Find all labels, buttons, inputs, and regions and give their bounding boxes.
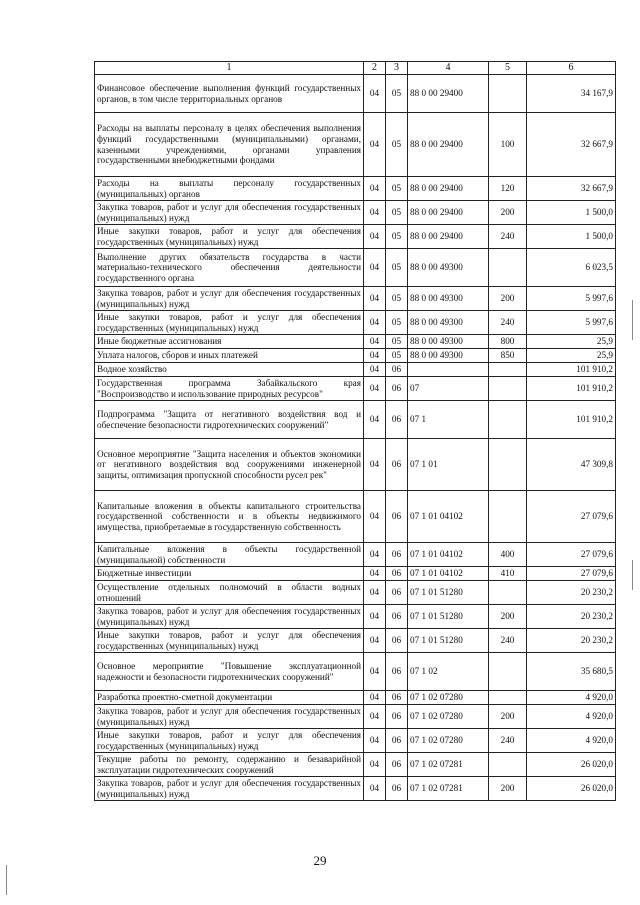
item-name-cell: Финансовое обеспечение выполнения функций государственных органов, в том числе территориальных органов [95, 75, 364, 113]
target-article-cell: 88 0 00 49300 [408, 349, 489, 363]
section-cell: 04 [364, 439, 386, 491]
table-row [95, 753, 616, 777]
table-row [95, 335, 616, 349]
table-row [95, 777, 616, 801]
target-article-cell: 88 0 00 49300 [408, 249, 489, 287]
section-cell: 04 [364, 705, 386, 729]
target-article-cell: 88 0 00 29400 [408, 201, 489, 225]
table-row [95, 249, 616, 287]
expense-type-cell [489, 691, 527, 705]
item-name-cell: Текущие работы по ремонту, содержанию и безаварийной эксплуатации гидротехнических сооружений [95, 753, 364, 777]
column-header: 1 [95, 62, 364, 75]
table-row [95, 287, 616, 311]
section-cell: 04 [364, 753, 386, 777]
subsection-cell: 06 [386, 777, 408, 801]
expense-type-cell: 240 [489, 629, 527, 653]
target-article-cell: 07 1 02 [408, 653, 489, 691]
column-header: 5 [489, 62, 527, 75]
subsection-cell: 06 [386, 691, 408, 705]
expense-type-cell: 240 [489, 311, 527, 335]
subsection-cell: 06 [386, 491, 408, 543]
expense-type-cell: 800 [489, 335, 527, 349]
item-name-cell: Иные закупки товаров, работ и услуг для обеспечения государственных (муниципальных) нужд [95, 225, 364, 249]
amount-cell: 35 680,5 [527, 653, 616, 691]
scan-edge-mark [6, 865, 7, 895]
item-name-cell: Расходы на выплаты персоналу государственных (муниципальных) органов [95, 177, 364, 201]
expense-type-cell [489, 753, 527, 777]
subsection-cell: 06 [386, 439, 408, 491]
table-row [95, 567, 616, 581]
item-name-cell: Закупка товаров, работ и услуг для обеспечения государственных (муниципальных) нужд [95, 705, 364, 729]
target-article-cell: 07 [408, 377, 489, 401]
amount-cell: 20 230,2 [527, 581, 616, 605]
subsection-cell: 06 [386, 629, 408, 653]
amount-cell: 4 920,0 [527, 729, 616, 753]
subsection-cell: 05 [386, 349, 408, 363]
expense-type-cell: 400 [489, 543, 527, 567]
item-name-cell: Основное мероприятие "Повышение эксплуатационной надежности и безопасности гидротехнических сооружений" [95, 653, 364, 691]
target-article-cell: 07 1 02 07280 [408, 729, 489, 753]
section-cell: 04 [364, 201, 386, 225]
column-header: 6 [527, 62, 616, 75]
expense-type-cell: 200 [489, 287, 527, 311]
section-cell: 04 [364, 653, 386, 691]
table-row [95, 401, 616, 439]
section-cell: 04 [364, 401, 386, 439]
target-article-cell: 88 0 00 29400 [408, 113, 489, 177]
expense-type-cell [489, 377, 527, 401]
item-name-cell: Уплата налогов, сборов и иных платежей [95, 349, 364, 363]
amount-cell: 26 020,0 [527, 777, 616, 801]
expense-type-cell [489, 249, 527, 287]
section-cell: 04 [364, 605, 386, 629]
subsection-cell: 06 [386, 729, 408, 753]
target-article-cell: 07 1 02 07281 [408, 777, 489, 801]
section-cell: 04 [364, 629, 386, 653]
expense-type-cell: 120 [489, 177, 527, 201]
target-article-cell: 88 0 00 49300 [408, 287, 489, 311]
table-row [95, 653, 616, 691]
expense-type-cell: 200 [489, 777, 527, 801]
table-row [95, 311, 616, 335]
amount-cell: 6 023,5 [527, 249, 616, 287]
amount-cell: 101 910,2 [527, 401, 616, 439]
section-cell: 04 [364, 311, 386, 335]
item-name-cell: Бюджетные инвестиции [95, 567, 364, 581]
expense-type-cell [489, 401, 527, 439]
expense-type-cell: 410 [489, 567, 527, 581]
table-row [95, 491, 616, 543]
item-name-cell: Иные закупки товаров, работ и услуг для обеспечения государственных (муниципальных) нужд [95, 729, 364, 753]
subsection-cell: 06 [386, 401, 408, 439]
table-row [95, 691, 616, 705]
table-row [95, 377, 616, 401]
table-row [95, 177, 616, 201]
table-row [95, 75, 616, 113]
section-cell: 04 [364, 75, 386, 113]
item-name-cell: Иные закупки товаров, работ и услуг для обеспечения государственных (муниципальных) нужд [95, 629, 364, 653]
section-cell: 04 [364, 491, 386, 543]
amount-cell: 5 997,6 [527, 287, 616, 311]
table-row [95, 363, 616, 377]
item-name-cell: Выполнение других обязательств государства в части материально-технического обеспечения деятельности государственного органа [95, 249, 364, 287]
section-cell: 04 [364, 567, 386, 581]
target-article-cell: 07 1 01 04102 [408, 543, 489, 567]
section-cell: 04 [364, 543, 386, 567]
item-name-cell: Иные закупки товаров, работ и услуг для обеспечения государственных (муниципальных) нужд [95, 311, 364, 335]
section-cell: 04 [364, 349, 386, 363]
item-name-cell: Расходы на выплаты персоналу в целях обеспечения выполнения функций государственными (муниципальными) органами, казенными учреждениями, органами управления государственными внебюджетными фондами [95, 113, 364, 177]
expense-type-cell: 200 [489, 705, 527, 729]
section-cell: 04 [364, 287, 386, 311]
subsection-cell: 05 [386, 249, 408, 287]
scan-edge-mark [632, 300, 633, 340]
subsection-cell: 06 [386, 543, 408, 567]
subsection-cell: 05 [386, 75, 408, 113]
budget-table [94, 61, 616, 801]
table-row [95, 113, 616, 177]
section-cell: 04 [364, 777, 386, 801]
amount-cell: 27 079,6 [527, 567, 616, 581]
table-row [95, 201, 616, 225]
amount-cell: 26 020,0 [527, 753, 616, 777]
table-row [95, 349, 616, 363]
item-name-cell: Основное мероприятие "Защита населения и объектов экономики от негативного воздействия вод сооружениями инженерной защиты, оптимизация пропускной способности русел рек" [95, 439, 364, 491]
amount-cell: 34 167,9 [527, 75, 616, 113]
amount-cell: 101 910,2 [527, 363, 616, 377]
amount-cell: 32 667,9 [527, 113, 616, 177]
subsection-cell: 06 [386, 581, 408, 605]
table-row [95, 225, 616, 249]
subsection-cell: 06 [386, 605, 408, 629]
subsection-cell: 05 [386, 335, 408, 349]
expense-type-cell: 100 [489, 113, 527, 177]
subsection-cell: 06 [386, 653, 408, 691]
expense-type-cell [489, 653, 527, 691]
amount-cell: 5 997,6 [527, 311, 616, 335]
amount-cell: 1 500,0 [527, 225, 616, 249]
target-article-cell: 07 1 01 51280 [408, 629, 489, 653]
target-article-cell: 07 1 01 51280 [408, 581, 489, 605]
item-name-cell: Разработка проектно-сметной документации [95, 691, 364, 705]
amount-cell: 27 079,6 [527, 543, 616, 567]
table-row [95, 729, 616, 753]
target-article-cell: 88 0 00 49300 [408, 335, 489, 349]
item-name-cell: Иные бюджетные ассигнования [95, 335, 364, 349]
amount-cell: 20 230,2 [527, 605, 616, 629]
amount-cell: 101 910,2 [527, 377, 616, 401]
target-article-cell: 07 1 02 07280 [408, 691, 489, 705]
item-name-cell: Закупка товаров, работ и услуг для обеспечения государственных (муниципальных) нужд [95, 777, 364, 801]
section-cell: 04 [364, 249, 386, 287]
target-article-cell: 88 0 00 29400 [408, 177, 489, 201]
subsection-cell: 06 [386, 753, 408, 777]
target-article-cell: 07 1 [408, 401, 489, 439]
item-name-cell: Закупка товаров, работ и услуг для обеспечения государственных (муниципальных) нужд [95, 605, 364, 629]
target-article-cell: 07 1 01 [408, 439, 489, 491]
subsection-cell: 05 [386, 113, 408, 177]
subsection-cell: 06 [386, 377, 408, 401]
table-row [95, 705, 616, 729]
subsection-cell: 06 [386, 363, 408, 377]
table-row [95, 581, 616, 605]
table-row [95, 543, 616, 567]
amount-cell: 1 500,0 [527, 201, 616, 225]
item-name-cell: Капитальные вложения в объекты государственной (муниципальной) собственности [95, 543, 364, 567]
page-number: 29 [313, 853, 327, 868]
expense-type-cell [489, 75, 527, 113]
expense-type-cell: 240 [489, 729, 527, 753]
target-article-cell: 07 1 02 07280 [408, 705, 489, 729]
section-cell: 04 [364, 729, 386, 753]
section-cell: 04 [364, 177, 386, 201]
target-article-cell: 88 0 00 29400 [408, 225, 489, 249]
item-name-cell: Закупка товаров, работ и услуг для обеспечения государственных (муниципальных) нужд [95, 287, 364, 311]
expense-type-cell: 200 [489, 605, 527, 629]
amount-cell: 25,9 [527, 335, 616, 349]
table-row [95, 629, 616, 653]
header-row [95, 62, 616, 75]
item-name-cell: Подпрограмма "Защита от негативного воздействия вод и обеспечение безопасности гидротехнических сооружений" [95, 401, 364, 439]
amount-cell: 27 079,6 [527, 491, 616, 543]
expense-type-cell [489, 439, 527, 491]
subsection-cell: 06 [386, 567, 408, 581]
expense-type-cell: 200 [489, 201, 527, 225]
scan-edge-mark [632, 560, 633, 590]
target-article-cell: 07 1 01 04102 [408, 567, 489, 581]
target-article-cell: 07 1 01 04102 [408, 491, 489, 543]
expense-type-cell [489, 491, 527, 543]
target-article-cell: 07 1 02 07281 [408, 753, 489, 777]
item-name-cell: Закупка товаров, работ и услуг для обеспечения государственных (муниципальных) нужд [95, 201, 364, 225]
amount-cell: 20 230,2 [527, 629, 616, 653]
amount-cell: 25,9 [527, 349, 616, 363]
subsection-cell: 05 [386, 201, 408, 225]
section-cell: 04 [364, 225, 386, 249]
subsection-cell: 05 [386, 287, 408, 311]
item-name-cell: Капитальные вложения в объекты капитального строительства государственной собственности и в объекты недвижимого имущества, приобретаемые в государственную собственность [95, 491, 364, 543]
table-row [95, 605, 616, 629]
item-name-cell: Водное хозяйство [95, 363, 364, 377]
table-row [95, 439, 616, 491]
subsection-cell: 06 [386, 705, 408, 729]
section-cell: 04 [364, 581, 386, 605]
section-cell: 04 [364, 363, 386, 377]
target-article-cell: 88 0 00 49300 [408, 311, 489, 335]
subsection-cell: 05 [386, 177, 408, 201]
column-header: 3 [386, 62, 408, 75]
item-name-cell: Осуществление отдельных полномочий в области водных отношений [95, 581, 364, 605]
subsection-cell: 05 [386, 311, 408, 335]
expense-type-cell [489, 363, 527, 377]
target-article-cell [408, 363, 489, 377]
column-header: 4 [408, 62, 489, 75]
expense-type-cell: 240 [489, 225, 527, 249]
subsection-cell: 05 [386, 225, 408, 249]
section-cell: 04 [364, 691, 386, 705]
amount-cell: 4 920,0 [527, 691, 616, 705]
section-cell: 04 [364, 335, 386, 349]
amount-cell: 47 309,8 [527, 439, 616, 491]
amount-cell: 32 667,9 [527, 177, 616, 201]
expense-type-cell: 850 [489, 349, 527, 363]
target-article-cell: 88 0 00 29400 [408, 75, 489, 113]
amount-cell: 4 920,0 [527, 705, 616, 729]
column-header: 2 [364, 62, 386, 75]
target-article-cell: 07 1 01 51280 [408, 605, 489, 629]
item-name-cell: Государственная программа Забайкальского края "Воспроизводство и использование природных ресурсов" [95, 377, 364, 401]
section-cell: 04 [364, 377, 386, 401]
expense-type-cell [489, 581, 527, 605]
section-cell: 04 [364, 113, 386, 177]
